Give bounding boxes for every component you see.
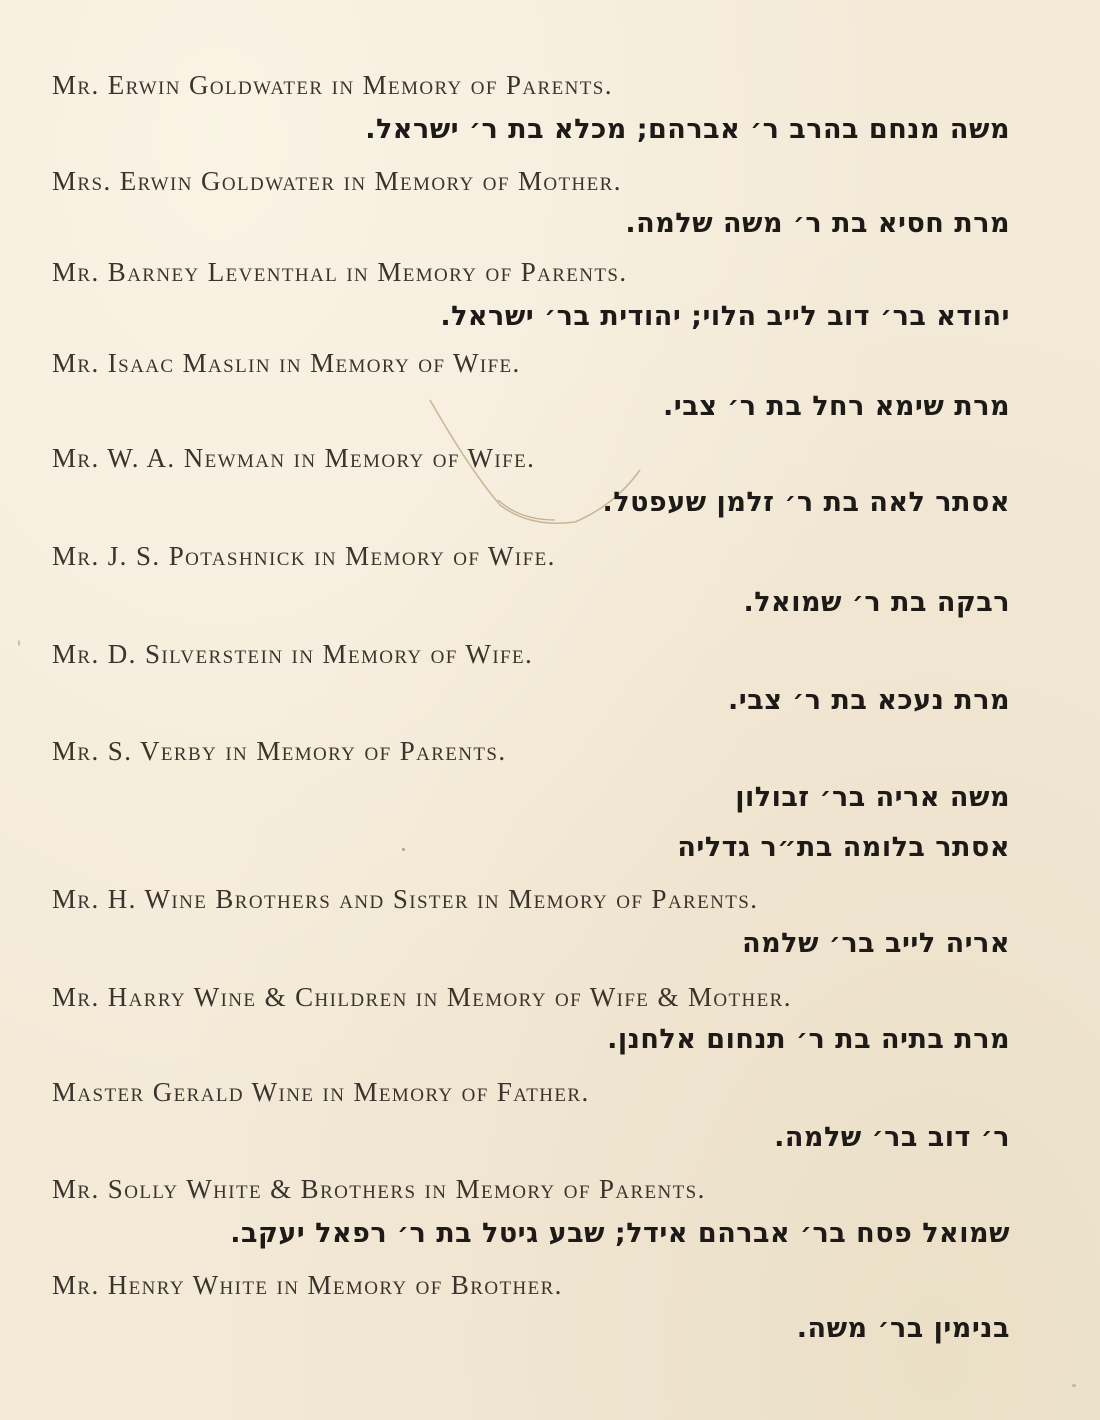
entry-7-dedication: Mr. D. Silverstein in Memory of Wife. [52, 639, 534, 669]
entry-3-dedication: Mr. Barney Leventhal in Memory of Parents. [52, 257, 628, 287]
entry-7-hebrew-names: מרת נעכא בת ר׳ צבי. [728, 685, 1010, 716]
entry-1-hebrew-names: משה מנחם בהרב ר׳ אברהם; מכלא בת ר׳ ישראל. [365, 114, 1010, 145]
paper-speck [402, 848, 405, 851]
entry-6-hebrew-names: רבקה בת ר׳ שמואל. [743, 587, 1010, 618]
entry-13-dedication: Mr. Henry White in Memory of Brother. [52, 1270, 563, 1300]
paper-speck [1072, 1384, 1076, 1387]
entry-4-dedication: Mr. Isaac Maslin in Memory of Wife. [52, 348, 521, 378]
paper-speck [18, 640, 20, 646]
entry-8-dedication: Mr. S. Verby in Memory of Parents. [52, 736, 507, 766]
entry-2-dedication: Mrs. Erwin Goldwater in Memory of Mother. [52, 166, 622, 196]
entry-12-dedication: Mr. Solly White & Brothers in Memory of Parents. [52, 1174, 706, 1204]
entry-10-dedication: Mr. Harry Wine & Children in Memory of Wife & Mother. [52, 982, 792, 1012]
entry-5-dedication: Mr. W. A. Newman in Memory of Wife. [52, 443, 536, 473]
entry-3-hebrew-names: יהודא בר׳ דוב לייב הלוי; יהודית בר׳ ישראל. [440, 301, 1010, 332]
entry-2-hebrew-names: מרת חסיא בת ר׳ משה שלמה. [625, 208, 1010, 239]
entry-11-hebrew-names: ר׳ דוב בר׳ שלמה. [774, 1122, 1010, 1153]
entry-11-dedication: Master Gerald Wine in Memory of Father. [52, 1077, 590, 1107]
entry-8-hebrew-names-2: אסתר בלומה בת״ר גדליה [677, 832, 1010, 863]
entry-9-hebrew-names: אריה לייב בר׳ שלמה [742, 928, 1010, 959]
entry-9-dedication: Mr. H. Wine Brothers and Sister in Memory of Parents. [52, 884, 759, 914]
entry-4-hebrew-names: מרת שימא רחל בת ר׳ צבי. [663, 391, 1010, 422]
entry-13-hebrew-names: בנימין בר׳ משה. [796, 1313, 1010, 1344]
entry-8-hebrew-names: משה אריה בר׳ זבולון [735, 782, 1010, 813]
entry-10-hebrew-names: מרת בתיה בת ר׳ תנחום אלחנן. [607, 1024, 1010, 1055]
entry-5-hebrew-names: אסתר לאה בת ר׳ זלמן שעפטל. [602, 487, 1010, 518]
entry-6-dedication: Mr. J. S. Potashnick in Memory of Wife. [52, 541, 556, 571]
entry-12-hebrew-names: שמואל פסח בר׳ אברהם אידל; שבע גיטל בת ר׳ רפאל יעקב. [230, 1218, 1010, 1249]
entry-1-dedication: Mr. Erwin Goldwater in Memory of Parents. [52, 70, 613, 100]
